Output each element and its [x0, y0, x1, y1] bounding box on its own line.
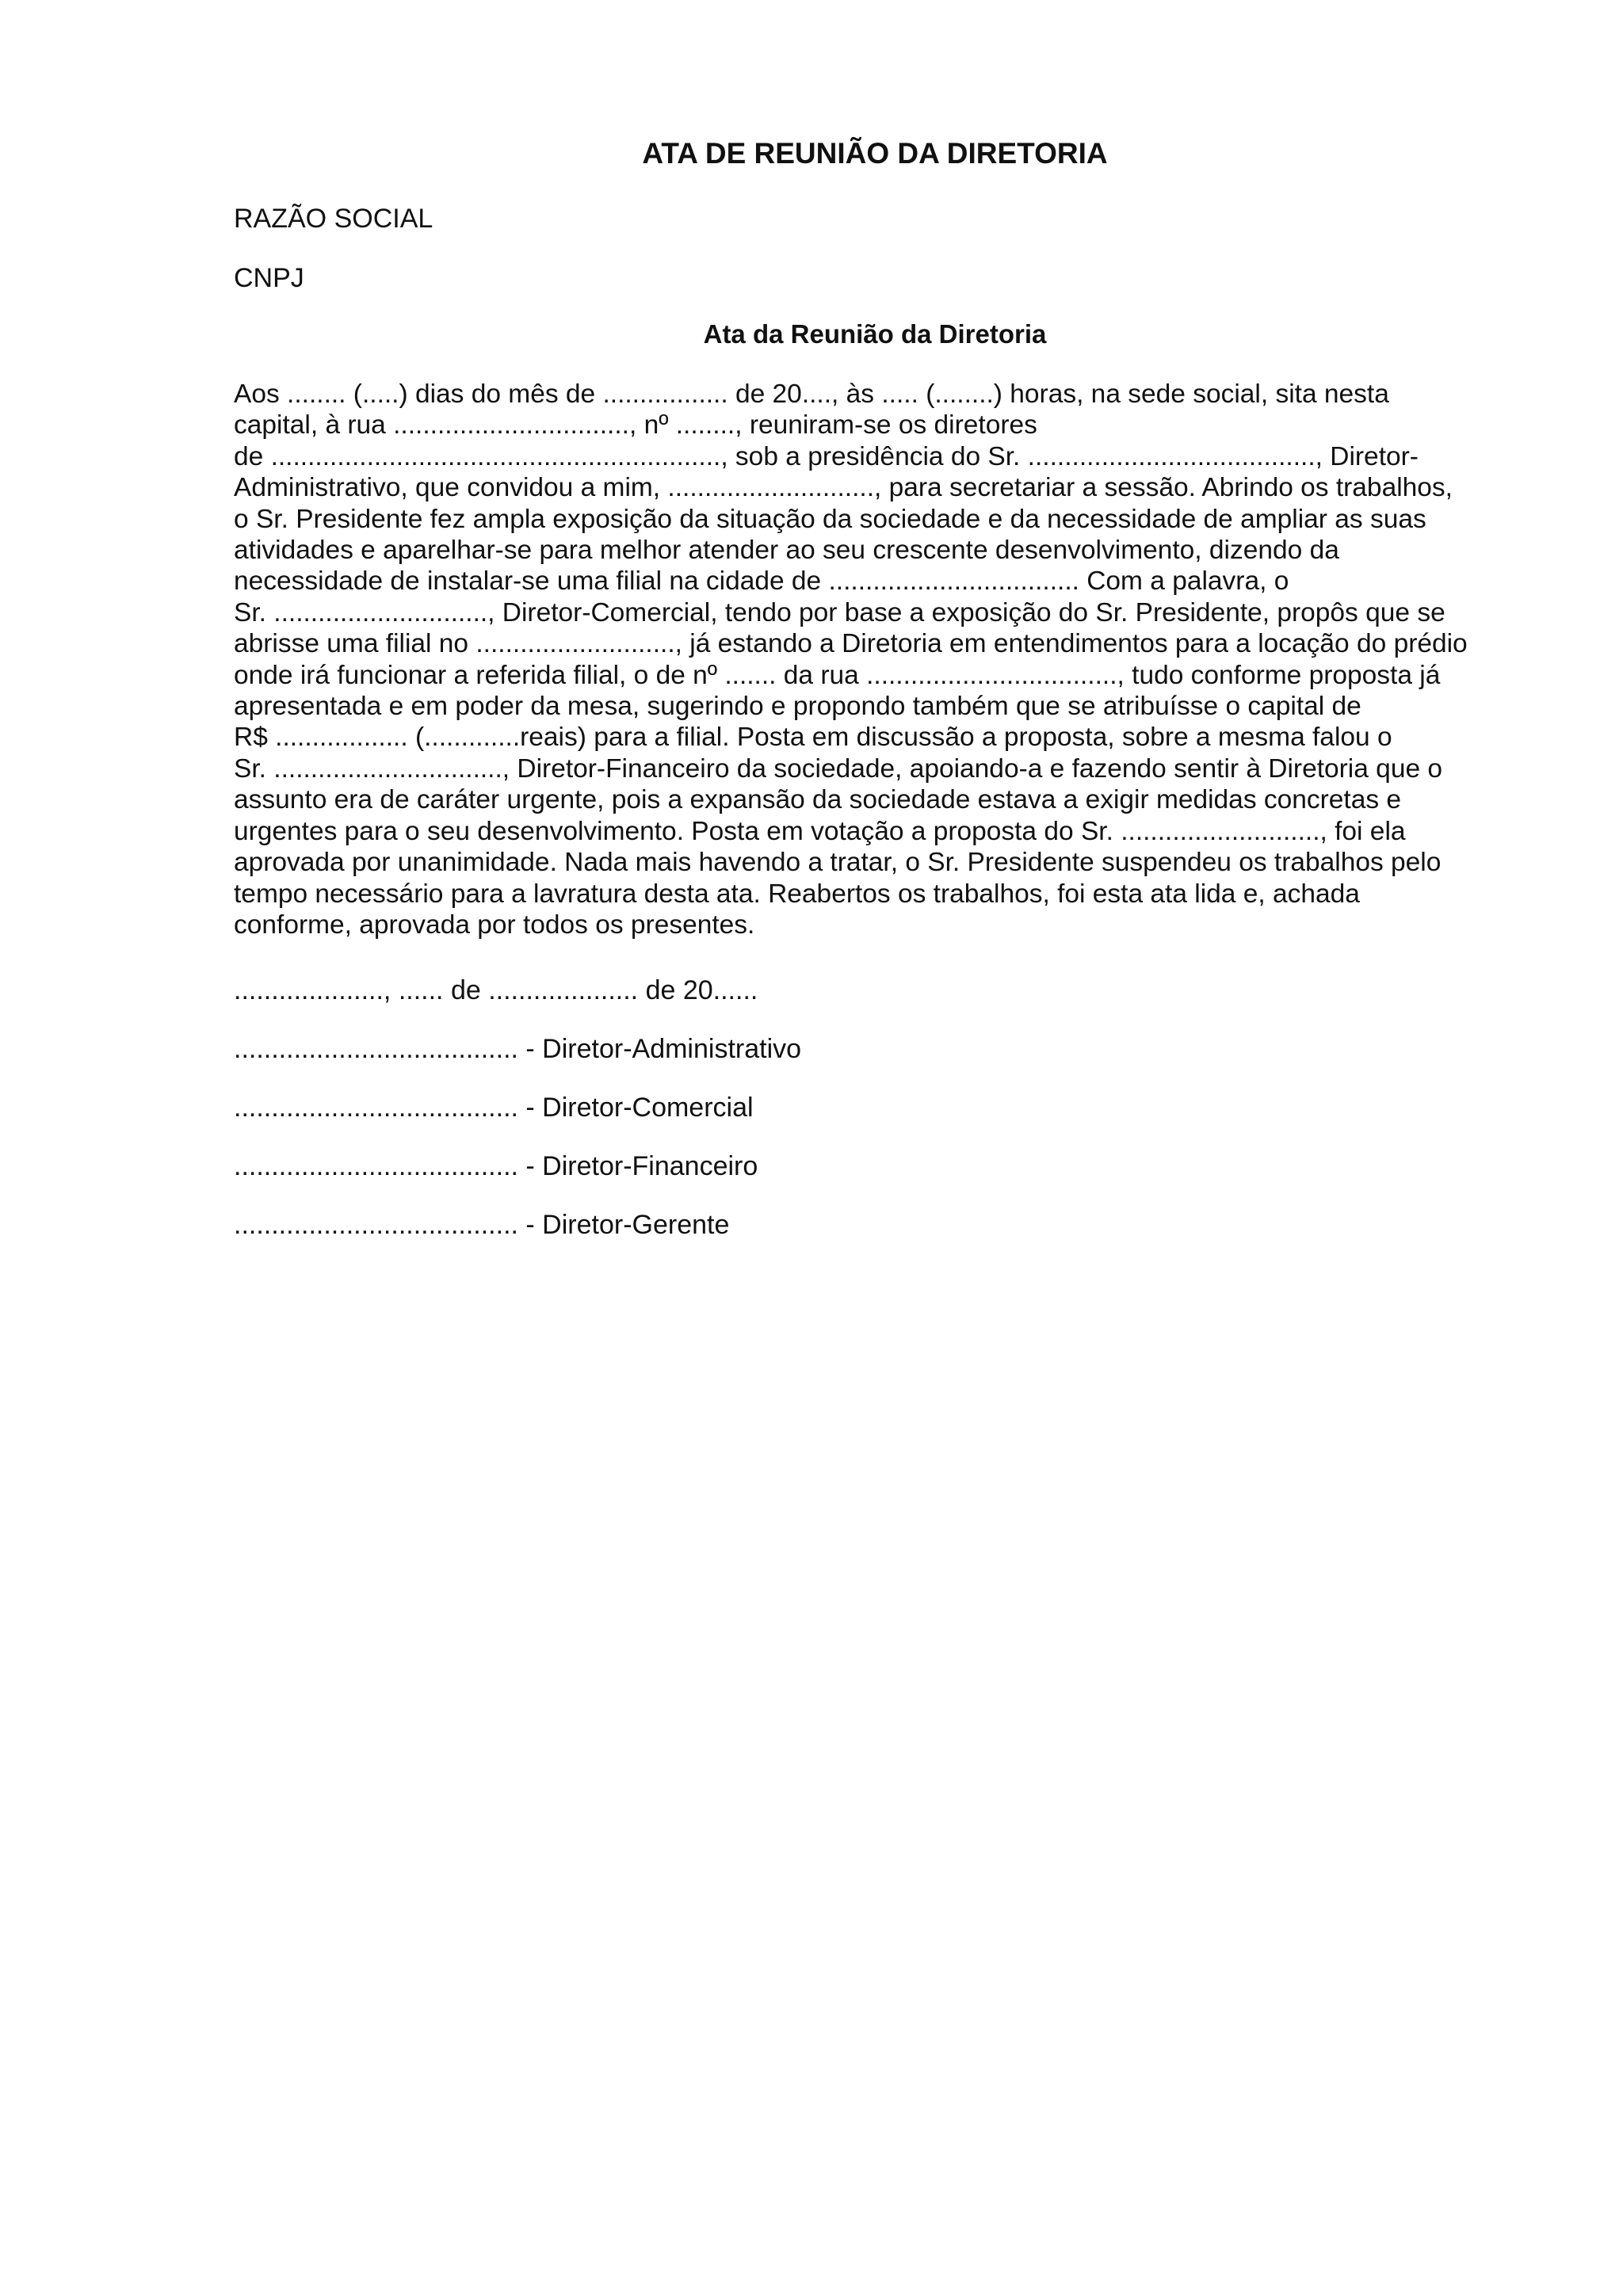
cnpj-label: CNPJ [234, 263, 304, 293]
body-line: Administrativo, que convidou a mim, ............................, para secretariar a sessão. Abrindo os trabalhos, [234, 473, 1453, 503]
body-line: o Sr. Presidente fez ampla exposição da situação da sociedade e da necessidade de ampliar as suas [234, 504, 1426, 534]
body-line: tempo necessário para a lavratura desta ata. Reabertos os trabalhos, foi esta ata lida e, achada [234, 879, 1360, 909]
body-line: atividades e aparelhar-se para melhor atender ao seu crescente desenvolvimento, dizendo da [234, 536, 1339, 566]
document-title: ATA DE REUNIÃO DA DIRETORIA [642, 137, 1108, 170]
body-line: onde irá funcionar a referida filial, o de nº ....... da rua .................................., tudo conforme proposta já [234, 660, 1441, 690]
body-line: apresentada e em poder da mesa, sugerindo e propondo também que se atribuísse o capital de [234, 692, 1361, 722]
body-line: abrisse uma filial no ..........................., já estando a Diretoria em entendimentos para a locação do prédio [234, 629, 1468, 659]
body-line: de ............................................................., sob a presidência do Sr. ......................................., Diretor- [234, 441, 1419, 471]
company-name-label: RAZÃO SOCIAL [234, 204, 433, 234]
body-line: conforme, aprovada por todos os presentes. [234, 910, 755, 940]
minutes-subtitle: Ata da Reunião da Diretoria [703, 319, 1047, 349]
body-line: Aos ........ (.....) dias do mês de ................. de 20...., às ..... (........) horas, na sede social, sita nesta [234, 379, 1389, 409]
body-line: urgentes para o seu desenvolvimento. Posta em votação a proposta do Sr. ..........................., foi ela [234, 816, 1406, 846]
date-line: ...................., ...... de .................... de 20...... [234, 975, 758, 1005]
body-line: R$ .................. (.............reais) para a filial. Posta em discussão a proposta, sobre a mesma falou o [234, 723, 1392, 753]
signature-line-financial-director: ...................................... - Diretor-Financeiro [234, 1151, 758, 1181]
body-line: Sr. ..............................., Diretor-Financeiro da sociedade, apoiando-a e fazendo sentir à Diretoria que o [234, 753, 1443, 784]
signature-line-managing-director: ...................................... - Diretor-Gerente [234, 1210, 730, 1240]
body-line: aprovada por unanimidade. Nada mais havendo a tratar, o Sr. Presidente suspendeu os trabalhos pelo [234, 848, 1442, 878]
signature-line-administrative-director: ...................................... - Diretor-Administrativo [234, 1034, 802, 1064]
body-line: assunto era de caráter urgente, pois a expansão da sociedade estava a exigir medidas concretas e [234, 785, 1402, 815]
body-line: necessidade de instalar-se uma filial na cidade de .................................. Com a palavra, o [234, 566, 1289, 597]
minutes-body [234, 379, 1518, 940]
body-line: capital, à rua ................................, nº ........, reuniram-se os diretores [234, 410, 1037, 441]
signature-line-commercial-director: ...................................... - Diretor-Comercial [234, 1093, 754, 1123]
body-line: Sr. ............................., Diretor-Comercial, tendo por base a exposição do Sr. Presidente, propôs que se [234, 597, 1445, 627]
